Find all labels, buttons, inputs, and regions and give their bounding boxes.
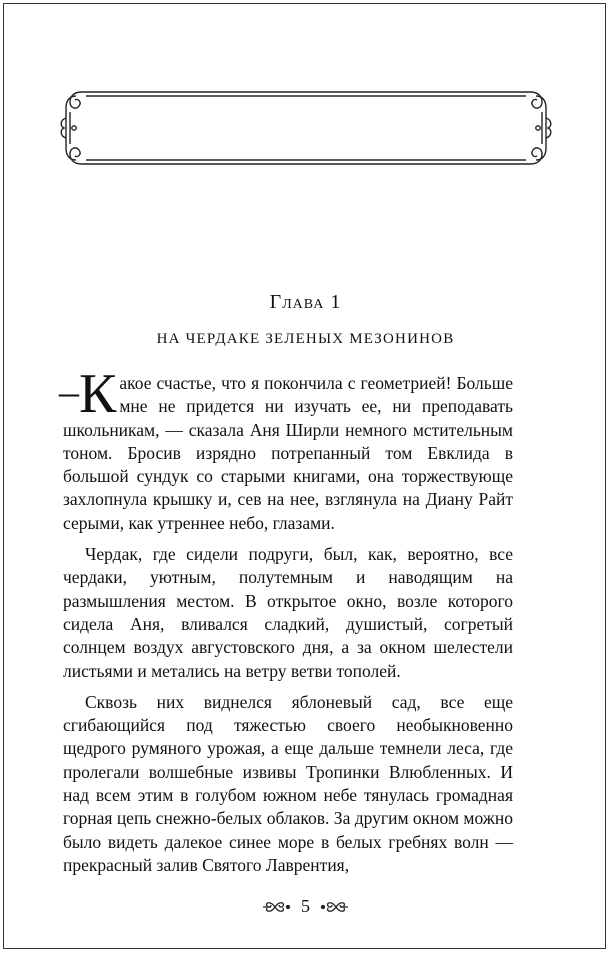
decorative-frame-ornament: [60, 86, 552, 170]
left-fleuron-icon: [261, 898, 291, 916]
drop-cap: [59, 363, 117, 425]
paragraph-2: Чердак, где сидели подруги, был, как, вероятно, все чердаки, уютным, полутемным и наводящим на размышления местом. В открытое окно, возле которого сидела Аня, вливался сладкий, душистый, согретый солнцем воздух августовского дня, а за окном шелестели листьями и метались на ветру ветви тополей.: [63, 544, 513, 681]
chapter-number: Глава 1: [269, 291, 342, 313]
paragraph-1: [59, 363, 513, 535]
paragraph-1-text: акое счастье, что я покончила с геометрией! Больше мне не придется ни изучать ее, ни преподавать школьникам, — сказала Аня Ширли немного мстительным тоном. Бросив изрядно потрепанный том Евклида в большой сундук со старыми книгами, она торжествующе захлопнула крышку и, сев на нее, взглянула на Диану Райт серыми, как утреннее небо, глазами.: [63, 373, 513, 533]
drop-cap-letter: К: [79, 363, 117, 425]
right-fleuron-icon: [320, 898, 350, 916]
chapter-title: НА ЧЕРДАКЕ ЗЕЛЕНЫХ МЕЗОНИНОВ: [156, 331, 455, 347]
page-number: 5: [301, 896, 310, 916]
drop-cap-dash: –: [59, 369, 79, 414]
body-text: [59, 363, 513, 885]
paragraph-3: Сквозь них виднелся яблоневый сад, все еще сгибающийся под тяжестью своего необыкновенно щедрого румяного урожая, а еще дальше темнели леса, где пролегали волшебные извивы Тропинки Влюбленных. И над всем этим в голубом южном небе тянулась громадная горная цепь снежно-белых облаков. За другим окном можно было видеть далекое синее море в белых гребнях волн — прекрасный залив Святого Лаврентия,: [63, 691, 513, 875]
page-footer: [0, 896, 611, 917]
